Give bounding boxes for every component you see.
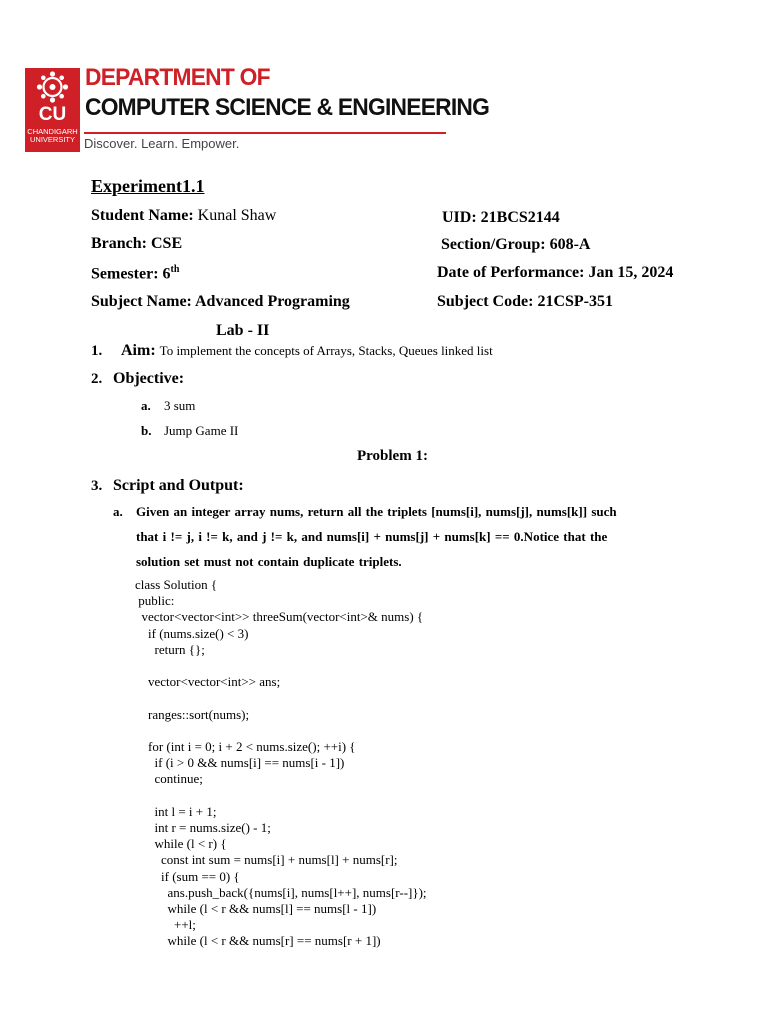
lab-title: Lab - II [216,322,270,339]
script-number: 3. [91,478,103,494]
objective-item-a-marker: a. [141,398,151,413]
semester [91,264,179,283]
student-name [91,207,276,225]
tagline: Discover. Learn. Empower. [84,136,240,151]
subject-name: Subject Name: Advanced Programing [91,293,350,310]
code-block: class Solution { public: vector<vector<int>> threeSum(vector<int>& nums) { if (nums.size() < 3) return {}; vector<vector<int>> ans; ranges::sort(nums); for (int i = 0; i + 2 < nums.size(); ++i) { if (i > 0 && nums[i] == nums[i - 1]) continue; int l = i + 1; int r = nums.size() - 1; while (l < r) { const int sum = nums[i] + nums[l] + nums[r]; if (sum == 0) { ans.push_back({nums[i], nums[l++], nums[r--]}); while (l < r && nums[l] == nums[l - 1]) ++l; while (l < r && nums[r] == nums[r + 1]) [135,577,427,949]
question-line-2: that i != j, i != k, and j != k, and nums[i] + nums[j] + nums[k] == 0.Notice that the [136,529,608,544]
header-divider [84,132,446,134]
aim-text: To implement the concepts of Arrays, Stacks, Queues linked list [159,343,493,358]
objective-number: 2. [91,371,103,387]
department-title-line2: COMPUTER SCIENCE & ENGINEERING [85,94,490,121]
objective-label: Objective: [113,370,185,387]
student-name-label: Student Name: [91,207,194,224]
problem-title: Problem 1: [357,448,428,464]
semester-label: Semester: 6 [91,265,171,283]
branch: Branch: CSE [91,235,183,252]
university-logo [25,68,80,152]
semester-suffix: th [170,264,180,275]
question-line-3: solution set must not contain duplicate triplets. [136,554,402,569]
gear-emblem-icon [25,68,80,108]
objective-item-b-marker: b. [141,423,152,438]
aim-label: Aim: [121,342,156,359]
aim [121,342,493,360]
experiment-title: Experiment1.1 [91,176,205,196]
objective-item-b: Jump Game II [164,423,239,438]
date-of-performance: Date of Performance: Jan 15, 2024 [437,264,674,281]
objective-item-a: 3 sum [164,398,196,413]
student-name-value: Kunal Shaw [197,207,277,224]
logo-university-name: CHANDIGARH UNIVERSITY [27,127,78,144]
question-line-1: Given an integer array nums, return all the triplets [nums[i], nums[j], nums[k]] such [136,504,617,519]
script-label: Script and Output: [113,477,244,494]
department-title-line1: DEPARTMENT OF [85,64,270,91]
subject-code: Subject Code: 21CSP-351 [437,293,613,310]
aim-number: 1. [91,343,103,359]
uid: UID: 21BCS2144 [442,209,560,226]
logo-initials: CU [38,104,67,125]
question-marker: a. [113,504,123,519]
section-group: Section/Group: 608-A [441,236,591,253]
